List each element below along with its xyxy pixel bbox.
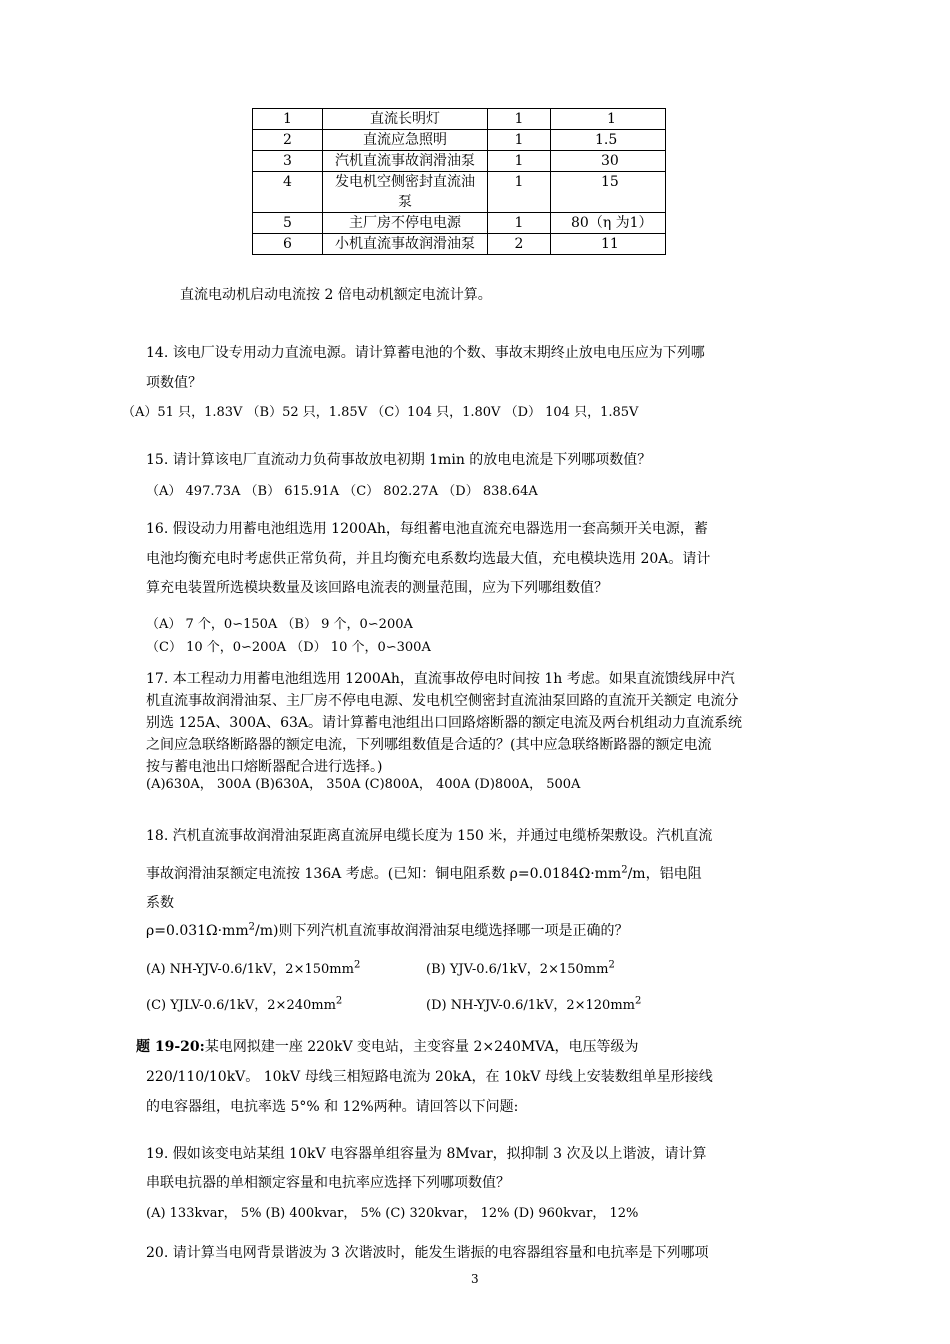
q19-text-line2: 串联电抗器的单相额定容量和电抗率应选择下列哪项数值？ (146, 1175, 510, 1191)
row-val: 1.5 (551, 130, 666, 151)
q16-options-ab: （A） 7 个，0∽150A （B） 9 个，0∽200A (146, 617, 413, 632)
row-no: 3 (253, 151, 323, 172)
row-no: 4 (253, 172, 323, 213)
q17-text-line2: 机直流事故润滑油泵、主厂房不停电电源、发电机空侧密封直流油泵回路的直流开关额定 电流分 (146, 693, 739, 709)
q18-option-a: (A) NH-YJV-0.6/1kV，$2\times 150mm^2$ (146, 959, 361, 977)
q17-text-line5: 按与蓄电池出口熔断器配合进行选择。) (146, 759, 383, 775)
q18-option-d: (D) NH-YJV-0.6/1kV，$2\times 120mm^2$ (426, 995, 642, 1013)
q20-text-line1: 20. 请计算当电网背景谐波为 3 次谐波时，能发生谐振的电容器组容量和电抗率是下列哪项 (146, 1245, 709, 1261)
q16-options-cd: （C） 10 个，0∽200A （D） 10 个，0∽300A (146, 640, 431, 655)
q17-text-line1: 17. 本工程动力用蓄电池组选用 1200Ah，直流事故停电时间按 1h 考虑。如果直流馈线屏中汽 (146, 671, 735, 687)
q17-options: (A)630A， 300A (B)630A， 350A (C)800A， 400A (D)800A， 500A (146, 777, 581, 792)
q18-text-line1: 18. 汽机直流事故润滑油泵距离直流屏电缆长度为 150 米，并通过电缆桥架敷设。汽机直流 (146, 828, 713, 844)
table-row (253, 151, 666, 172)
q1920-intro-line1: 题 19-20:某电网拟建一座 220kV 变电站，主变容量 2×240MVA，电压等级为 (136, 1039, 639, 1055)
q16-text-line2: 电池均衡充电时考虑供正常负荷，并且均衡充电系数均选最大值，充电模块选用 20A。请计 (146, 551, 711, 567)
q19-text-line1: 19. 假如该变电站某组 10kV 电容器单组容量为 8Mvar，拟抑制 3 次及以上谐波，请计算 (146, 1146, 707, 1162)
table-row (253, 234, 666, 255)
q15-options: （A） 497.73A （B） 615.91A （C） 802.27A （D） 838.64A (146, 484, 538, 499)
q17-text-line3: 别选 125A、300A、63A。请计算蓄电池组出口回路熔断器的额定电流及两台机组动力直流系统 (146, 715, 743, 731)
row-qty: 1 (488, 130, 551, 151)
q1920-intro-line3: 的电容器组，电抗率选 5°% 和 12%两种。请回答以下问题: (146, 1099, 519, 1115)
row-qty: 1 (488, 151, 551, 172)
row-qty: 1 (488, 109, 551, 130)
q1920-label: 题 19-20: (136, 1039, 205, 1055)
row-val: 1 (551, 109, 666, 130)
table-note: 直流电动机启动电流按 2 倍电动机额定电流计算。 (180, 287, 492, 303)
row-name: 直流应急照明 (323, 130, 488, 151)
row-name: 主厂房不停电电源 (323, 213, 488, 234)
q1920-intro-line2: 220/110/10kV。 10kV 母线三相短路电流为 20kA，在 10kV 母线上安装数组单星形接线 (146, 1069, 713, 1085)
load-table (252, 108, 666, 255)
q14-text-line2: 项数值？ (146, 375, 202, 391)
q15-text-line1: 15. 请计算该电厂直流动力负荷事故放电初期 1min 的放电电流是下列哪项数值？ (146, 452, 652, 468)
row-qty: 1 (488, 213, 551, 234)
row-val: 80（η 为1） (551, 213, 666, 234)
q18-text-line2: 事故润滑油泵额定电流按 136A 考虑。(已知：铜电阻系数 $\rho=0.0184\Omega\cdot mm^2/m$，铝电阻 (146, 864, 702, 882)
q16-text-line3: 算充电装置所选模块数量及该回路电流表的测量范围，应为下列哪组数值？ (146, 580, 608, 596)
row-name: 发电机空侧密封直流油泵 (323, 172, 488, 213)
q14-options: （A）51 只，1.83V （B）52 只，1.85V （C）104 只，1.80V （D） 104 只，1.85V (122, 405, 639, 420)
row-val: 30 (551, 151, 666, 172)
table-row (253, 109, 666, 130)
q17-text-line4: 之间应急联络断路器的额定电流，下列哪组数值是合适的？(其中应急联络断路器的额定电流 (146, 737, 712, 753)
row-no: 1 (253, 109, 323, 130)
row-val: 11 (551, 234, 666, 255)
q18-option-b: (B) YJV-0.6/1kV，$2\times 150mm^2$ (426, 959, 615, 977)
table-row (253, 130, 666, 151)
row-val: 15 (551, 172, 666, 213)
q18-text-line3: 系数 (146, 895, 174, 911)
table-row (253, 172, 666, 213)
row-no: 6 (253, 234, 323, 255)
q16-text-line1: 16. 假设动力用蓄电池组选用 1200Ah，每组蓄电池直流充电器选用一套高频开关电源，蓄 (146, 521, 708, 537)
page-number: 3 (471, 1272, 479, 1286)
row-no: 2 (253, 130, 323, 151)
row-no: 5 (253, 213, 323, 234)
table-row (253, 213, 666, 234)
q18-option-c: (C) YJLV-0.6/1kV，$2\times 240mm^2$ (146, 995, 343, 1013)
q18-text-line4: $\rho=0.031\Omega\cdot mm^2/m$)则下列汽机直流事故润滑油泵电缆选择哪一项是正确的？ (146, 921, 629, 939)
row-name: 小机直流事故润滑油泵 (323, 234, 488, 255)
row-qty: 1 (488, 172, 551, 213)
q19-options: (A) 133kvar， 5% (B) 400kvar， 5% (C) 320kvar， 12% (D) 960kvar， 12% (146, 1206, 639, 1221)
row-name: 汽机直流事故润滑油泵 (323, 151, 488, 172)
q14-text-line1: 14. 该电厂设专用动力直流电源。请计算蓄电池的个数、事故末期终止放电电压应为下列哪 (146, 345, 705, 361)
row-name: 直流长明灯 (323, 109, 488, 130)
row-qty: 2 (488, 234, 551, 255)
